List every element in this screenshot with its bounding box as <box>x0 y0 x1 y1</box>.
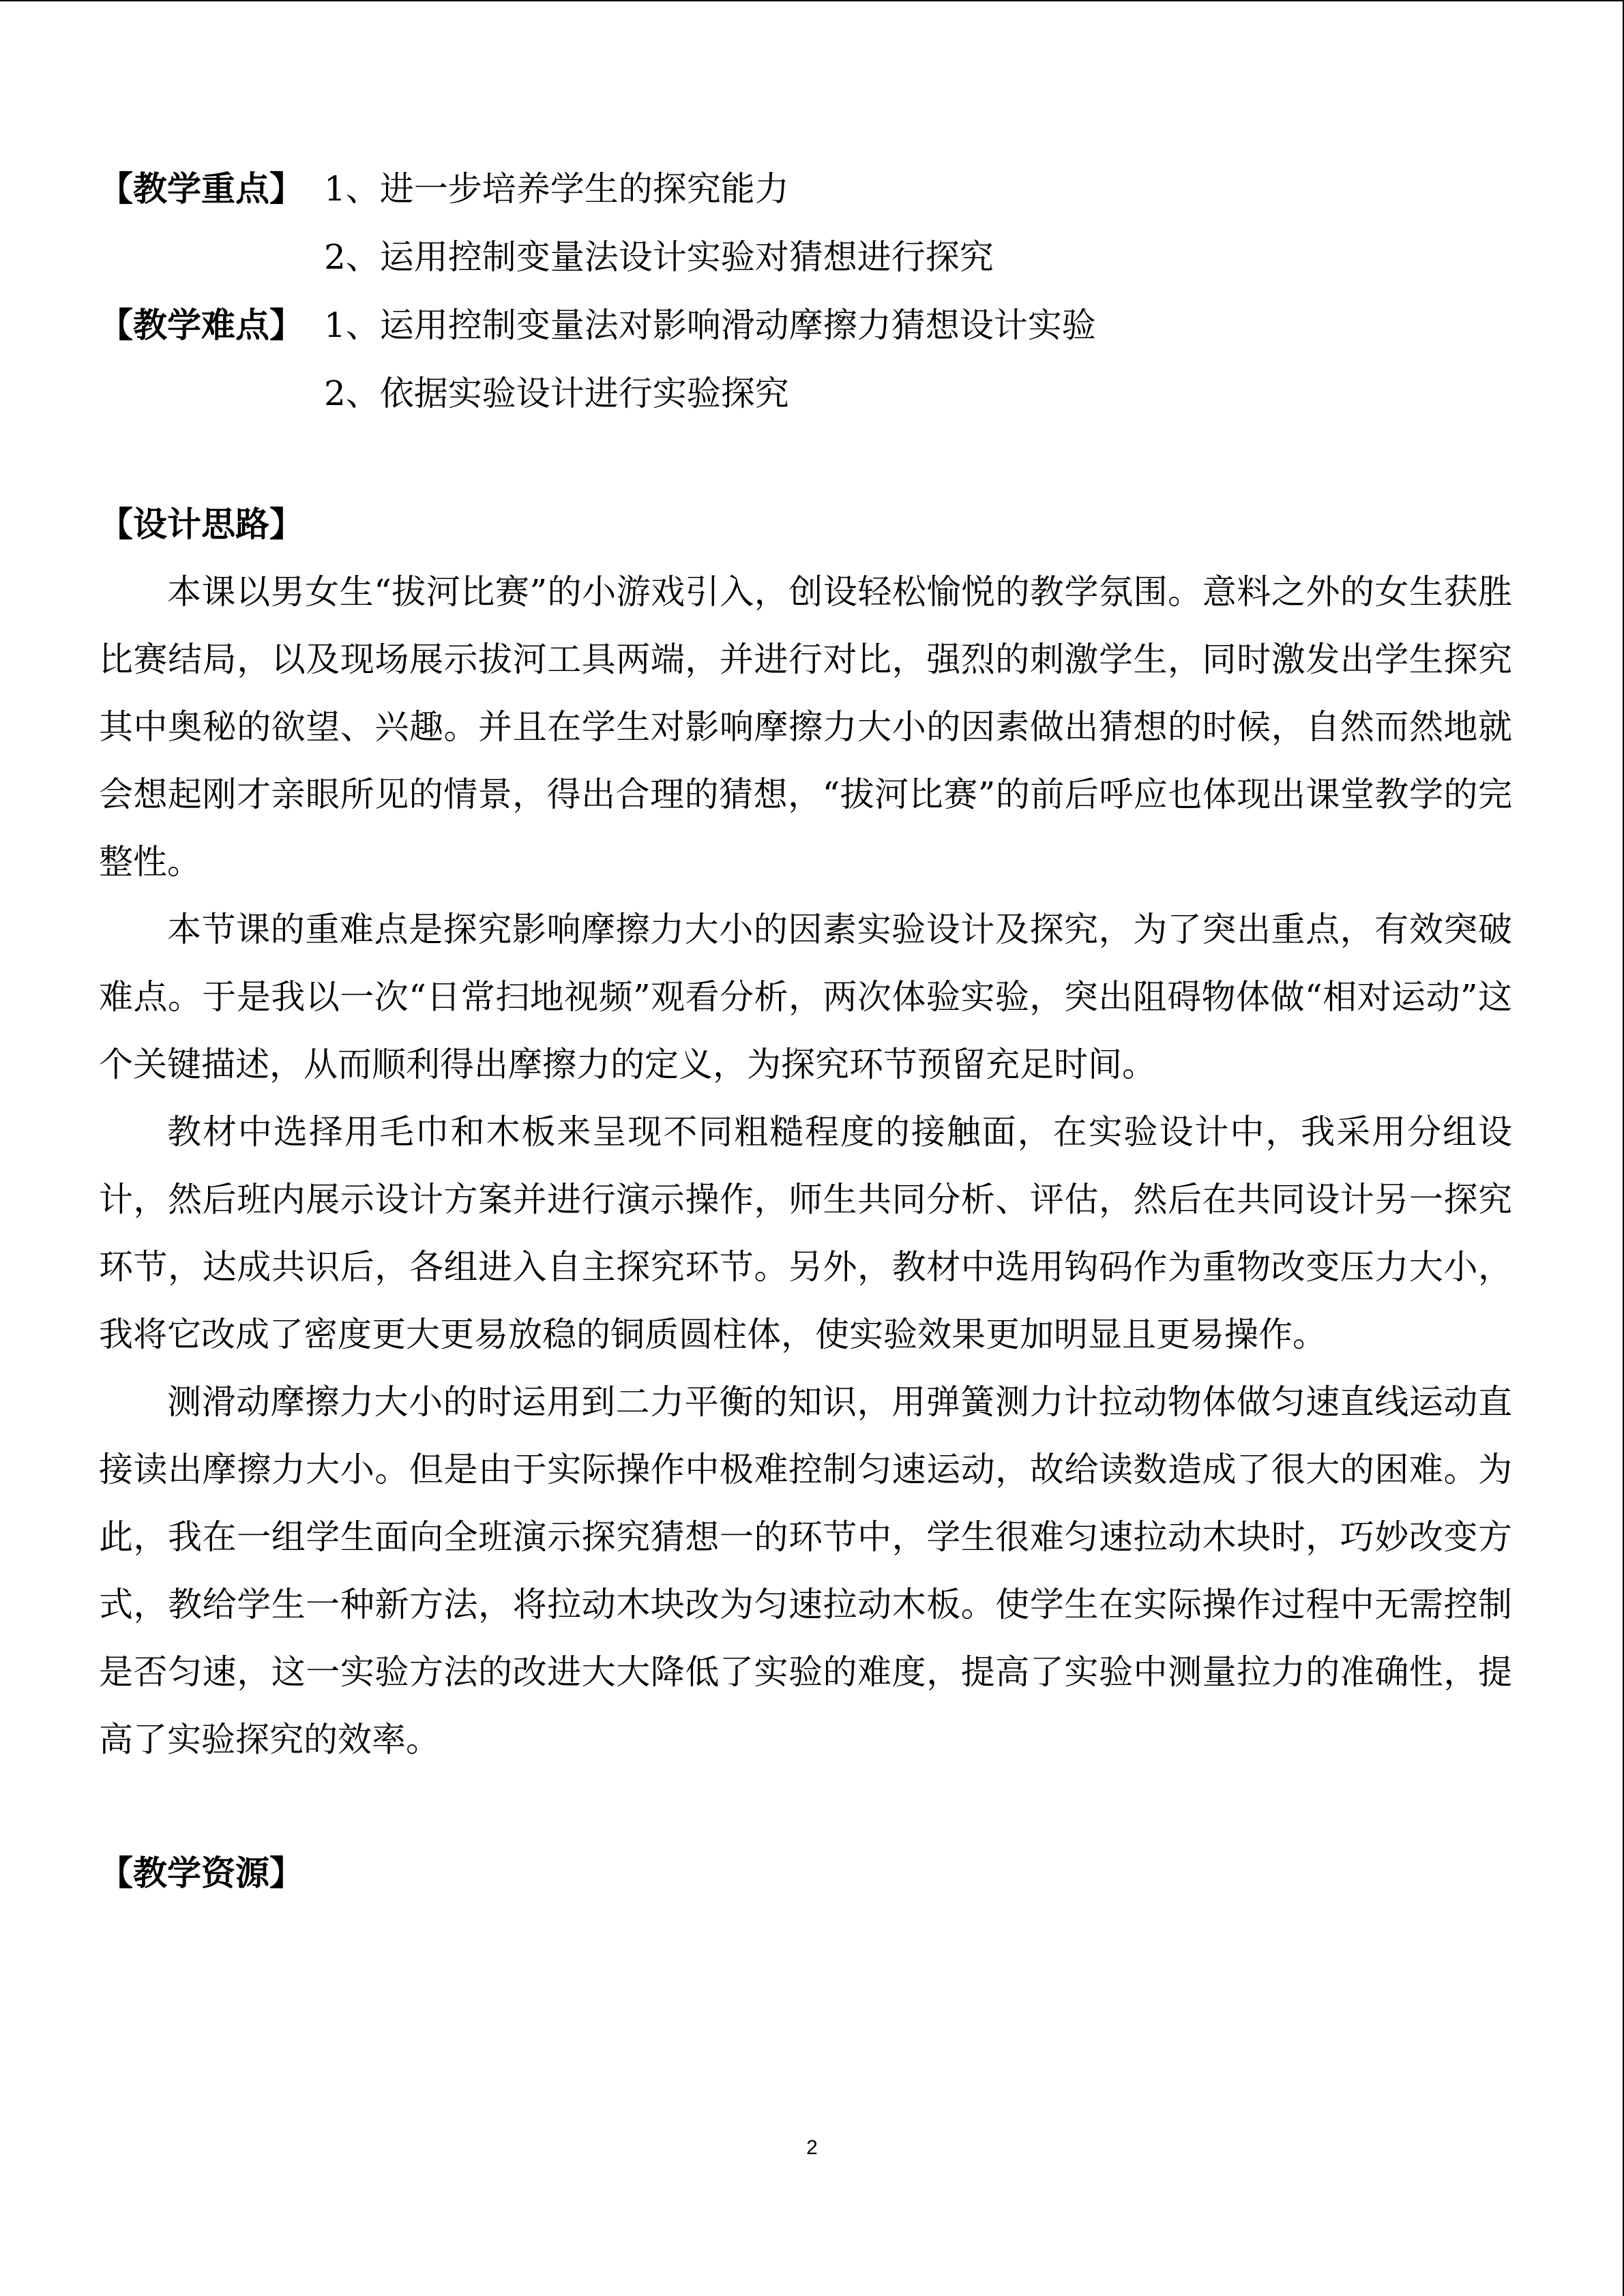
design-paragraph-2: 本节课的重难点是探究影响摩擦力大小的因素实验设计及探究，为了突出重点，有效突破难点。于是我以一次“日常扫地视频”观看分析，两次体验实验，突出阻碍物体做“相对运动”这个关键描述，从而顺利得出摩擦力的定义，为探究环节预留充足时间。 <box>99 910 1512 1084</box>
key-points-label: 【教学重点】 <box>99 168 304 209</box>
difficult-points-row-2 <box>99 359 1512 428</box>
difficult-points-label: 【教学难点】 <box>99 305 304 345</box>
key-points-row-1 <box>99 155 1512 223</box>
design-paragraph-4: 测滑动摩擦力大小的时运用到二力平衡的知识，用弹簧测力计拉动物体做匀速直线运动直接读出摩擦力大小。但是由于实际操作中极难控制匀速运动，故给读数造成了很大的困难。为此，我在一组学生面向全班演示探究猜想一的环节中，学生很难匀速拉动木块时，巧妙改变方式，教给学生一种新方法，将拉动木块改为匀速拉动木板。使学生在实际操作过程中无需控制是否匀速，这一实验方法的改进大大降低了实验的难度，提高了实验中测量拉力的准确性，提高了实验探究的效率。 <box>99 1382 1512 1759</box>
difficult-point-item-1: 1、运用控制变量法对影响滑动摩擦力猜想设计实验 <box>324 305 1096 345</box>
difficult-points-row-1 <box>99 291 1512 359</box>
spacer <box>99 428 1512 490</box>
spacer <box>99 1774 1512 1839</box>
resources-heading: 【教学资源】 <box>99 1853 304 1893</box>
page-number: 2 <box>806 2136 818 2159</box>
difficult-point-item-2: 2、依据实验设计进行实验探究 <box>324 374 789 413</box>
design-heading: 【设计思路】 <box>99 504 304 544</box>
key-point-item-2: 2、运用控制变量法设计实验对猜想进行探究 <box>324 237 994 277</box>
design-paragraph-3: 教材中选择用毛巾和木板来呈现不同粗糙程度的接触面，在实验设计中，我采用分组设计，然后班内展示设计方案并进行演示操作，师生共同分析、评估，然后在共同设计另一探究环节，达成共识后，各组进入自主探究环节。另外，教材中选用钩码作为重物改变压力大小，我将它改成了密度更大更易放稳的铜质圆柱体，使实验效果更加明显且更易操作。 <box>99 1112 1512 1354</box>
page-content <box>99 155 1512 1907</box>
key-point-item-1: 1、进一步培养学生的探究能力 <box>324 169 789 209</box>
design-paragraph-1: 本课以男女生“拔河比赛”的小游戏引入，创设轻松愉悦的教学氛围。意料之外的女生获胜比赛结局，以及现场展示拔河工具两端，并进行对比，强烈的刺激学生，同时激发出学生探究其中奥秘的欲望、兴趣。并且在学生对影响摩擦力大小的因素做出猜想的时候，自然而然地就会想起刚才亲眼所见的情景，得出合理的猜想，“拔河比赛”的前后呼应也体现出课堂教学的完整性。 <box>99 572 1512 882</box>
key-points-row-2 <box>99 223 1512 291</box>
